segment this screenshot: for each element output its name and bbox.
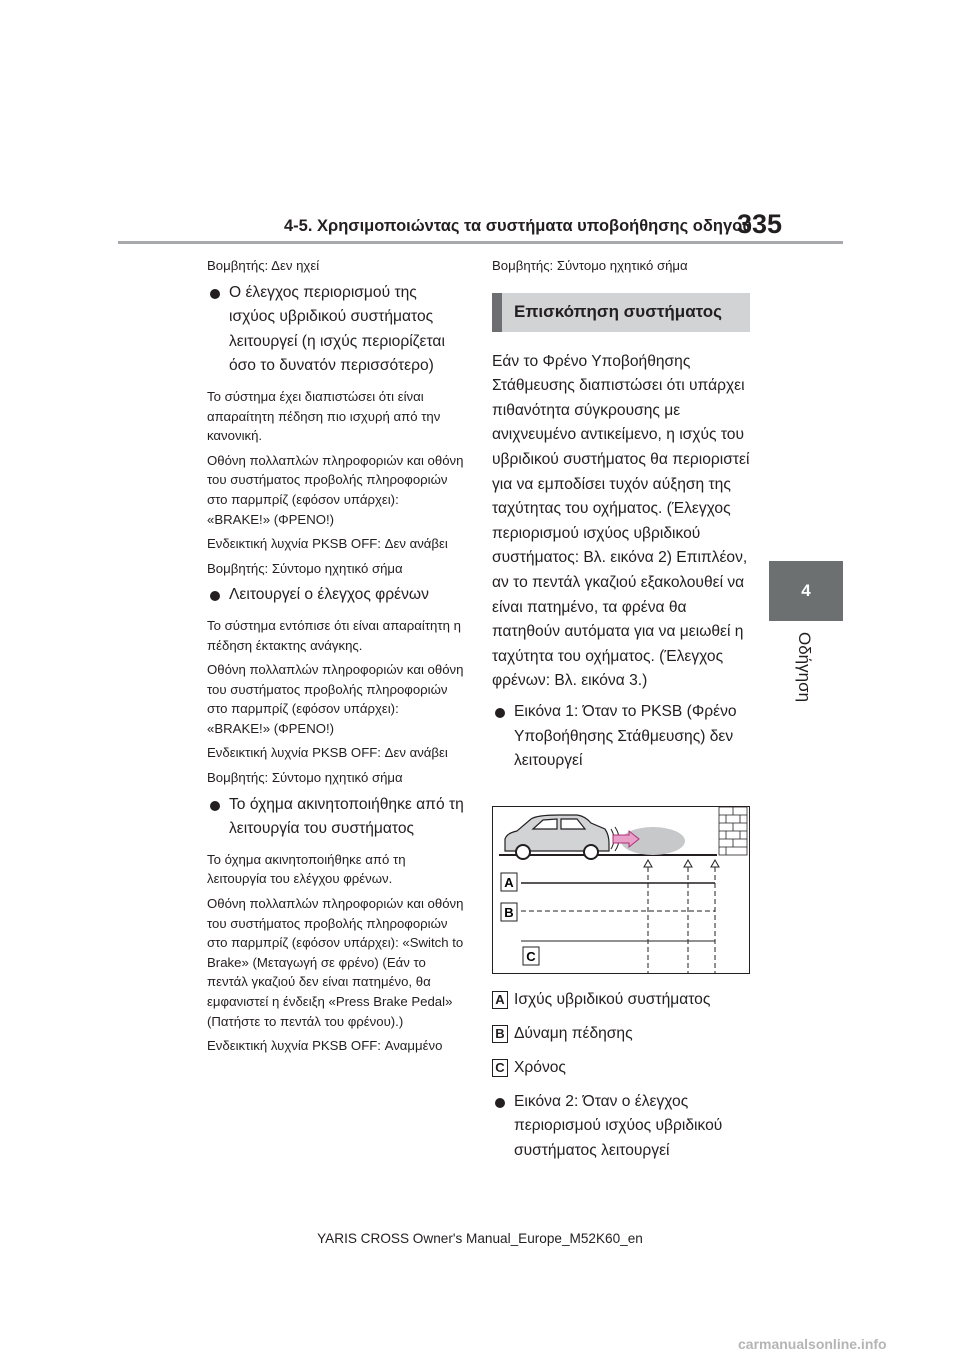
- paragraph: Βομβητής: Σύντομο ηχητικό σήμα: [207, 560, 403, 576]
- paragraph: Το σύστημα έχει διαπιστώσει ότι είναι απαραίτητη πέδηση πιο ισχυρή από την κανονική.: [207, 388, 441, 444]
- marker-icon: [684, 860, 692, 867]
- bullet-icon: [210, 289, 220, 299]
- chapter-tab[interactable]: 4: [769, 561, 843, 621]
- marker-icon: [644, 860, 652, 867]
- paragraph: Το σύστημα εντόπισε ότι είναι απαραίτητη η πέδηση έκτακτης ανάγκης.: [207, 617, 461, 653]
- paragraph: Ενδεικτική λυχνία PKSB OFF: Αναμμένο: [207, 1038, 443, 1054]
- paragraph: Οθόνη πολλαπλών πληροφοριών και οθόνη του συστήματος προβολής πληροφοριών στο παρμπρίζ (εφόσον υπάρχει): «Switch to Brake» (Μεταγωγή σε φρένο) (Εάν το πεντάλ γκαζιού δεν είναι πατημένο, θα εμφανιστεί η ένδειξη «Press Brake Pedal» (Πατήστε το πεντάλ του φρένου).): [207, 896, 464, 1029]
- legend-text: Χρόνος: [514, 1058, 566, 1076]
- bullet-icon: [495, 708, 505, 718]
- car-wheel: [516, 845, 530, 859]
- bullet-icon: [210, 591, 220, 601]
- legend-key: B: [492, 1025, 508, 1043]
- legend-item: [492, 1022, 750, 1046]
- pksb-diagram-svg: [493, 807, 749, 973]
- bullet-item: Ο έλεγχος περιορισμού της ισχύος υβριδικού συστήματος λειτουργεί (η ισχύς περιορίζεται όσο το δυνατόν περισσότερο): [207, 281, 465, 379]
- key-b-label: B: [504, 904, 514, 920]
- paragraph: Βομβητής: Σύντομο ηχητικό σήμα: [207, 770, 403, 786]
- page-number: 335: [737, 209, 783, 239]
- legend-text: Ισχύς υβριδικού συστήματος: [514, 990, 711, 1008]
- paragraph: Ενδεικτική λυχνία PKSB OFF: Δεν ανάβει: [207, 745, 448, 761]
- marker-icon: [711, 860, 719, 867]
- paragraph: Οθόνη πολλαπλών πληροφοριών και οθόνη του συστήματος προβολής πληροφοριών στο παρμπρίζ (εφόσον υπάρχει): «BRAKE!» (ΦΡΕΝΟ!): [207, 662, 464, 736]
- watermark[interactable]: carmanualsonline.info: [738, 1336, 887, 1352]
- paragraph: Βομβητής: Σύντομο ηχητικό σήμα: [492, 258, 688, 273]
- paragraph: Ενδεικτική λυχνία PKSB OFF: Δεν ανάβει: [207, 536, 448, 552]
- bullet-item: Εικόνα 1: Όταν το PKSB (Φρένο Υποβοήθησης Στάθμευσης) δεν λειτουργεί: [492, 700, 750, 774]
- bullet-item: Λειτουργεί ο έλεγχος φρένων: [207, 583, 465, 608]
- paragraph: Το όχημα ακινητοποιήθηκε από τη λειτουργία του ελέγχου φρένων.: [207, 851, 406, 887]
- section-heading: [492, 293, 750, 332]
- key-a-label: A: [504, 874, 514, 890]
- legend-item: [492, 988, 750, 1012]
- paragraph: Οθόνη πολλαπλών πληροφοριών και οθόνη του συστήματος προβολής πληροφοριών στο παρμπρίζ (εφόσον υπάρχει): «BRAKE!» (ΦΡΕΝΟ!): [207, 452, 464, 527]
- footer-text: YARIS CROSS Owner's Manual_Europe_M52K60_en: [317, 1231, 643, 1246]
- wall-icon: [719, 807, 747, 855]
- section-heading-title: Επισκόπηση συστήματος: [514, 302, 722, 322]
- legend-item: [492, 1056, 750, 1080]
- car-wheel: [584, 845, 598, 859]
- right-column: [492, 256, 750, 1171]
- chapter-label: Οδήγηση: [795, 632, 814, 703]
- left-column: [207, 256, 465, 1061]
- bullet-item: Εικόνα 2: Όταν ο έλεγχος περιορισμού ισχύος υβριδικού συστήματος λειτουργεί: [492, 1090, 750, 1164]
- legend-text: Δύναμη πέδησης: [514, 1024, 633, 1042]
- header-divider: [118, 241, 843, 244]
- paragraph: Εάν το Φρένο Υποβοήθησης Στάθμευσης διαπιστώσει ότι υπάρχει πιθανότητα σύγκρουσης με ανιχνευμένο αντικείμενο, η ισχύς του υβριδικού συστήματος θα περιοριστεί για να εμποδίσει τυχόν αύξηση της ταχύτητας του οχήματος. (Έλεγχος περιορισμού ισχύος υβριδικού συστήματος: Βλ. εικόνα 2) Επιπλέον, αν το πεντάλ γκαζιού εξακολουθεί να είναι πατημένο, τα φρένα θα πατηθούν αυτόματα για να μειωθεί η ταχύτητα του οχήματος. (Έλεγχος φρένων: Βλ. εικόνα 3.): [492, 352, 750, 690]
- legend-key: A: [492, 991, 508, 1009]
- bullet-item: Το όχημα ακινητοποιήθηκε από τη λειτουργία του συστήματος: [207, 793, 465, 842]
- running-header: 4-5. Χρησιμοποιώντας τα συστήματα υποβοήθησης οδηγού: [284, 217, 752, 235]
- pksb-diagram: [492, 806, 750, 974]
- bullet-icon: [210, 801, 220, 811]
- paragraph: Βομβητής: Δεν ηχεί: [207, 258, 320, 273]
- section-heading-bar: [492, 293, 502, 332]
- bullet-icon: [495, 1098, 505, 1108]
- key-c-label: C: [526, 948, 536, 964]
- legend-key: C: [492, 1059, 508, 1077]
